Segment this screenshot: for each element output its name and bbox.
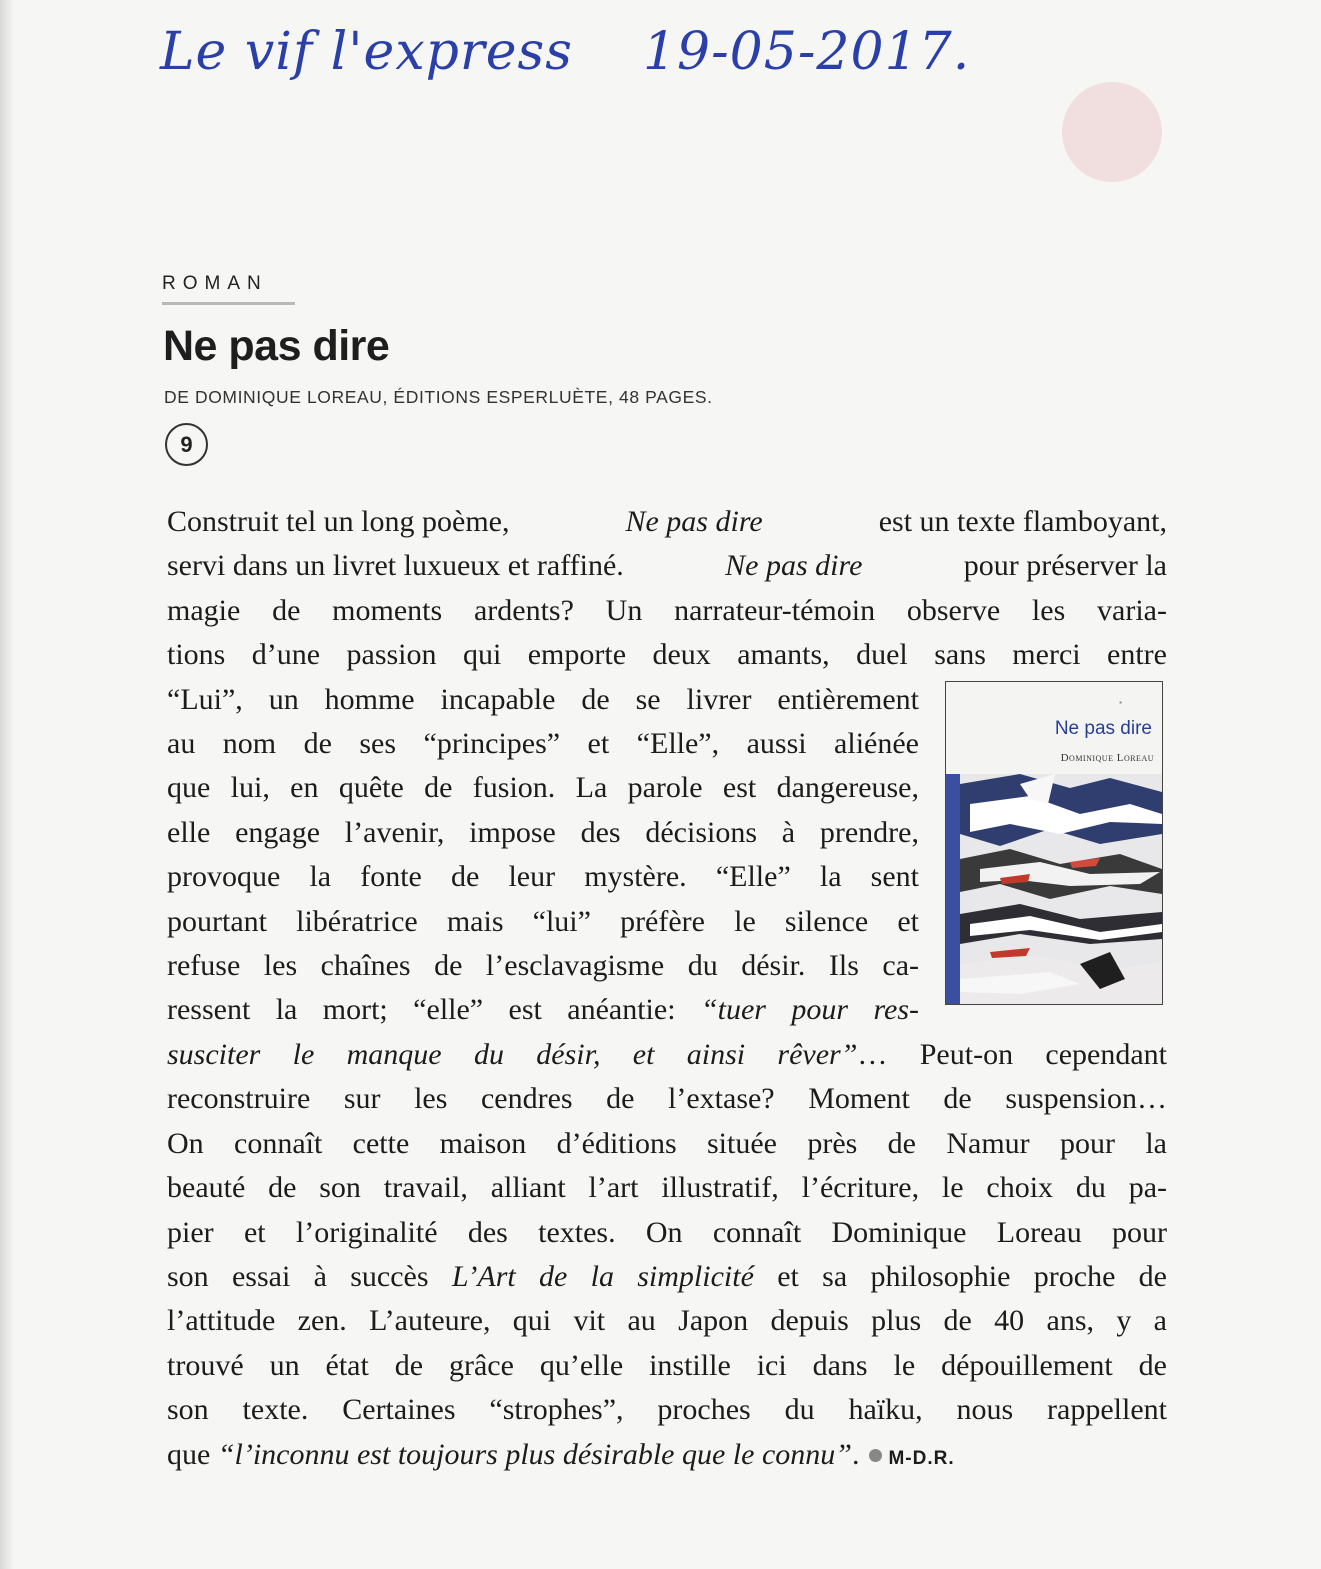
article-title: Ne pas dire bbox=[163, 322, 390, 370]
bleed-through-circle bbox=[1062, 82, 1162, 182]
body-italic-run: Ne pas dire bbox=[625, 505, 763, 538]
body-line: refuse les chaînes de l’esclavagisme du désir. Ils ca- bbox=[167, 949, 919, 983]
body-line: elle engage l’avenir, impose des décisions à prendre, bbox=[167, 815, 919, 849]
body-text-run: ressent la mort; “elle” est anéantie: bbox=[167, 993, 701, 1027]
rubric-rule bbox=[162, 302, 295, 305]
rating-badge: 9 bbox=[165, 423, 208, 466]
body-line: “Lui”, un homme incapable de se livrer entièrement bbox=[167, 682, 919, 716]
body-text-run: . bbox=[851, 1437, 860, 1471]
body-line: l’attitude zen. L’auteure, qui vit au Japon depuis plus de 40 ans, y a bbox=[167, 1304, 1167, 1338]
body-line: au nom de ses “principes” et “Elle”, aussi aliénée bbox=[167, 727, 919, 761]
body-line bbox=[167, 1033, 1167, 1077]
body-line: On connaît cette maison d’éditions située près de Namur pour la bbox=[167, 1126, 1167, 1160]
body-italic-run: L’Art de la simplicité bbox=[451, 1259, 754, 1293]
body-line bbox=[167, 544, 1167, 588]
body-line: son texte. Certaines “strophes”, proches du haïku, nous rappellent bbox=[167, 1393, 1167, 1427]
handwritten-date: 19-05-2017. bbox=[642, 22, 971, 82]
body-italic-run: Ne pas dire bbox=[725, 549, 863, 583]
body-line: que lui, en quête de fusion. La parole est dangereuse, bbox=[167, 771, 919, 805]
body-line: beauté de son travail, alliant l’art illustratif, l’écriture, le choix du pa- bbox=[167, 1171, 1167, 1205]
body-line: pier et l’originalité des textes. On connaît Dominique Loreau pour bbox=[167, 1215, 1167, 1249]
body-line: magie de moments ardents? Un narrateur-témoin observe les varia- bbox=[167, 593, 1167, 627]
body-italic-run: susciter le manque du désir, et ainsi rêver” bbox=[167, 1037, 858, 1071]
cover-title: Ne pas dire bbox=[1054, 718, 1152, 739]
body-text-run: son essai à succès bbox=[167, 1259, 452, 1293]
signature-bullet bbox=[869, 1449, 882, 1462]
body-text-run: pour préserver la bbox=[956, 549, 1167, 583]
body-text-run: servi dans un livret luxueux et raffiné. bbox=[167, 549, 632, 583]
body-line bbox=[167, 1433, 1167, 1481]
handwritten-note bbox=[160, 22, 970, 82]
rubric-label: ROMAN bbox=[162, 273, 268, 294]
body-line bbox=[167, 500, 1167, 544]
body-italic-run: “l’inconnu est toujours plus désirable que le connu” bbox=[217, 1437, 852, 1471]
body-text-run: … Peut-on cependant bbox=[857, 1037, 1168, 1071]
article-credits: DE DOMINIQUE LOREAU, ÉDITIONS ESPERLUÈTE, 48 PAGES. bbox=[164, 387, 713, 407]
body-line: trouvé un état de grâce qu’elle instille ici dans le dépouillement de bbox=[167, 1348, 1167, 1382]
cover-author: Dominique Loreau bbox=[1060, 752, 1154, 764]
body-line: tions d’une passion qui emporte deux amants, duel sans merci entre bbox=[167, 638, 1167, 672]
body-line: pourtant libératrice mais “lui” préfère le silence et bbox=[167, 904, 919, 938]
author-signature: M-D.R. bbox=[888, 1447, 955, 1469]
body-text-run: est un texte flamboyant, bbox=[871, 505, 1167, 538]
body-line bbox=[167, 988, 919, 1032]
body-text-run: et sa philosophie proche de bbox=[753, 1259, 1167, 1293]
body-line bbox=[167, 1255, 1167, 1299]
handwritten-source: Le vif l'express bbox=[160, 22, 573, 82]
body-line: reconstruire sur les cendres de l’extase? Moment de suspension… bbox=[167, 1082, 1167, 1116]
body-italic-run: “tuer pour res- bbox=[700, 993, 919, 1027]
body-text-run: que bbox=[167, 1437, 218, 1471]
body-text-run: Construit tel un long poème, bbox=[167, 505, 517, 538]
body-line: provoque la fonte de leur mystère. “Elle” la sent bbox=[167, 860, 919, 894]
cover-tag: ▪ bbox=[1119, 698, 1122, 707]
page-edge bbox=[0, 0, 14, 1569]
article-body bbox=[167, 500, 1167, 1481]
